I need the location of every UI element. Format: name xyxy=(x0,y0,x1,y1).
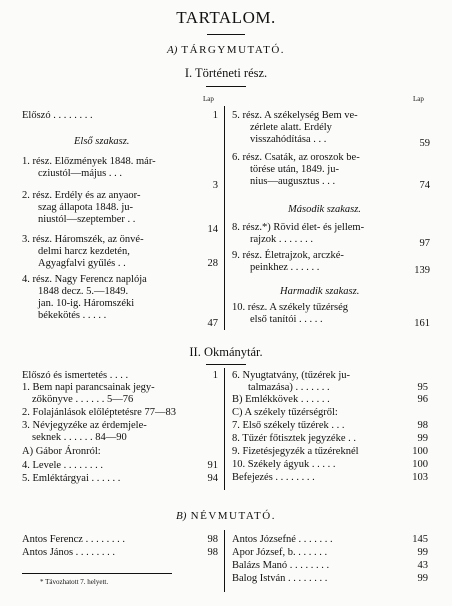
p1r-entry-10-line-1: 10. rész. A székely tűzérség xyxy=(232,302,349,313)
part1-heading: I. Történeti rész. xyxy=(184,66,268,80)
section-b-title: NÉVMUTATÓ. xyxy=(190,510,276,522)
footnote: * Távozhatott 7. helyett. xyxy=(40,578,109,586)
part1-divider xyxy=(224,106,225,330)
p2-right-0-line-2: talmazása) . . . . . . . xyxy=(248,382,330,393)
p2-left-4-line-1: A) Gábor Áronról: xyxy=(22,446,101,457)
p2-right-6-page: 100 xyxy=(412,459,428,470)
p2-right-2-line-1: C) A székely tűzérségről: xyxy=(232,407,338,418)
eloszo-page: 1 xyxy=(212,110,218,121)
names-left-column xyxy=(22,534,218,564)
part1-right-column xyxy=(232,110,430,340)
p1r-entry-6-line-2: törése után, 1849. ju- xyxy=(250,164,339,175)
p1-entry-1-page: 3 xyxy=(212,180,218,191)
p2-right-5-line-1: 9. Fizetésjegyzék a tűzéreknél xyxy=(232,446,359,457)
p2-left-1-line-1: 1. Bem napi parancsainak jegy- xyxy=(22,382,155,393)
page-title: TARTALOM. xyxy=(176,8,276,27)
p1r-entry-6-line-3: nius—augusztus . . . xyxy=(250,176,336,187)
part2-heading: II. Okmánytár. xyxy=(189,345,263,359)
names-right-column xyxy=(232,534,428,596)
p1-entry-3-line-3: Agyagfalvi gyűlés . . xyxy=(38,258,126,269)
p1-entry-3-line-1: 3. rész. Háromszék, az önvé- xyxy=(22,234,144,245)
name-right-3: Balog István . . . . . . . . xyxy=(232,573,328,584)
p1-entry-4-line-3: jan. 10-ig. Háromszéki xyxy=(38,298,135,309)
p2-right-4-page: 99 xyxy=(417,433,428,444)
p2-left-3-line-1: 3. Névjegyzéke az érdemjele- xyxy=(22,420,147,431)
name-right-0: Antos Józsefné . . . . . . . xyxy=(232,534,333,545)
p2-right-5-page: 100 xyxy=(412,446,428,457)
name-left-1: Antos János . . . . . . . . xyxy=(22,547,116,558)
p2-right-0-page: 95 xyxy=(417,382,428,393)
p1-entry-2-page: 14 xyxy=(207,224,218,235)
name-left-0: Antos Ferencz . . . . . . . . xyxy=(22,534,125,545)
p2-left-1-line-2: zőkönyve . . . . . . 5—76 xyxy=(32,394,134,405)
lap-header-left: Lap xyxy=(203,95,214,103)
p2-right-4-line-1: 8. Tűzér főtisztek jegyzéke . . xyxy=(232,433,357,444)
section-a-label: A) xyxy=(166,44,178,56)
p2-left-3-line-2: seknek . . . . . . 84—90 xyxy=(32,432,127,443)
p1r-entry-8-line-2: rajzok . . . . . . . xyxy=(250,234,313,245)
p1r-entry-6-line-1: 6. rész. Csaták, az oroszok be- xyxy=(232,152,360,163)
p2-left-2-line-1: 2. Folajánlások előléptetésre 77—83 xyxy=(22,407,176,418)
third-series-heading: Harmadik szakasz. xyxy=(280,286,360,297)
p1r-entry-5-line-1: 5. rész. A székelység Bem ve- xyxy=(232,110,358,121)
p2-right-3-line-1: 7. Első székely tűzérek . . . xyxy=(232,420,345,431)
p1r-entry-10-line-2: első tanítói . . . . . xyxy=(250,314,323,325)
name-right-1-page: 99 xyxy=(417,547,428,558)
p1r-entry-9-line-1: 9. rész. Életrajzok, arczké- xyxy=(232,250,344,261)
section-b-label: B) xyxy=(176,510,187,522)
part2-divider xyxy=(224,368,225,490)
part2-right-column xyxy=(232,370,428,490)
first-series-heading: Első szakasz. xyxy=(74,136,130,147)
lap-header-right: Lap xyxy=(413,95,424,103)
p2-right-1-line-1: B) Emlékkövek . . . . . . xyxy=(232,394,330,405)
p2-right-6-line-1: 10. Székely ágyuk . . . . . xyxy=(232,459,336,470)
part2-rule xyxy=(206,364,246,365)
p1r-entry-9-line-2: peinkhez . . . . . . xyxy=(250,262,320,273)
p2-left-5-page: 91 xyxy=(207,460,218,471)
eloszo-label: Előszó . . . . . . . . xyxy=(22,110,93,121)
second-series-heading: Második szakasz. xyxy=(288,204,361,215)
p1-entry-3-line-2: delmi harcz kezdetén, xyxy=(38,246,130,257)
part1-rule xyxy=(206,86,246,87)
title-rule xyxy=(207,34,245,35)
p1r-entry-6-page: 74 xyxy=(419,180,430,191)
section-b-heading xyxy=(0,510,452,522)
p1r-entry-9-page: 139 xyxy=(414,265,430,276)
p1r-entry-5-page: 59 xyxy=(419,138,430,149)
p2-left-0-page: 1 xyxy=(212,370,218,381)
p2-right-0-line-1: 6. Nyugtatvány, (tűzérek ju- xyxy=(232,370,350,381)
name-right-0-page: 145 xyxy=(412,534,428,545)
p1-entry-4-line-2: 1848 decz. 5.—1849. xyxy=(38,286,129,297)
p1-entry-4-line-1: 4. rész. Nagy Ferencz naplója xyxy=(22,274,147,285)
name-left-0-page: 98 xyxy=(207,534,218,545)
p2-left-5-line-1: 4. Levele . . . . . . . . xyxy=(22,460,104,471)
p1r-entry-5-line-3: visszahódítása . . . xyxy=(250,134,327,145)
p2-right-3-page: 98 xyxy=(417,420,428,431)
p1-entry-3-page: 28 xyxy=(207,258,218,269)
p2-right-7-page: 103 xyxy=(412,472,428,483)
p1r-entry-8-page: 97 xyxy=(419,238,430,249)
p2-left-6-page: 94 xyxy=(207,473,218,484)
p1-entry-2-line-2: szag állapota 1848. ju- xyxy=(38,202,134,213)
name-left-1-page: 98 xyxy=(207,547,218,558)
section-a-title: TÁRGYMUTATÓ. xyxy=(181,44,286,56)
footnote-rule xyxy=(22,573,172,574)
p2-right-7-line-1: Befejezés . . . . . . . . xyxy=(232,472,315,483)
p2-left-6-line-1: 5. Emléktárgyai . . . . . . xyxy=(22,473,121,484)
part2-left-column xyxy=(22,370,218,490)
p1-entry-4-page: 47 xyxy=(207,318,218,329)
name-right-1: Apor József, b. . . . . . . xyxy=(232,547,328,558)
p1-entry-1-line-2: cziustól—május . . . xyxy=(38,168,122,179)
p2-right-1-page: 96 xyxy=(417,394,428,405)
names-divider xyxy=(224,530,225,592)
p2-left-0-line-1: Előszó és ismertetés . . . . xyxy=(22,370,129,381)
section-a-heading xyxy=(0,44,452,56)
p1-entry-4-line-4: békekötés . . . . . xyxy=(38,310,107,321)
p1r-entry-5-line-2: zérlete alatt. Erdély xyxy=(250,122,332,133)
p1-entry-1-line-1: 1. rész. Előzmények 1848. már- xyxy=(22,156,156,167)
p1-entry-2-line-3: niustól—szeptember . . xyxy=(38,214,136,225)
part1-left-column xyxy=(22,110,218,340)
p1r-entry-8-line-1: 8. rész.*) Rövid élet- és jellem- xyxy=(232,222,365,233)
name-right-2-page: 43 xyxy=(417,560,428,571)
name-right-2: Balázs Manó . . . . . . . . xyxy=(232,560,330,571)
name-right-3-page: 99 xyxy=(417,573,428,584)
p1-entry-2-line-1: 2. rész. Erdély és az anyaor- xyxy=(22,190,141,201)
p1r-entry-10-page: 161 xyxy=(414,318,430,329)
